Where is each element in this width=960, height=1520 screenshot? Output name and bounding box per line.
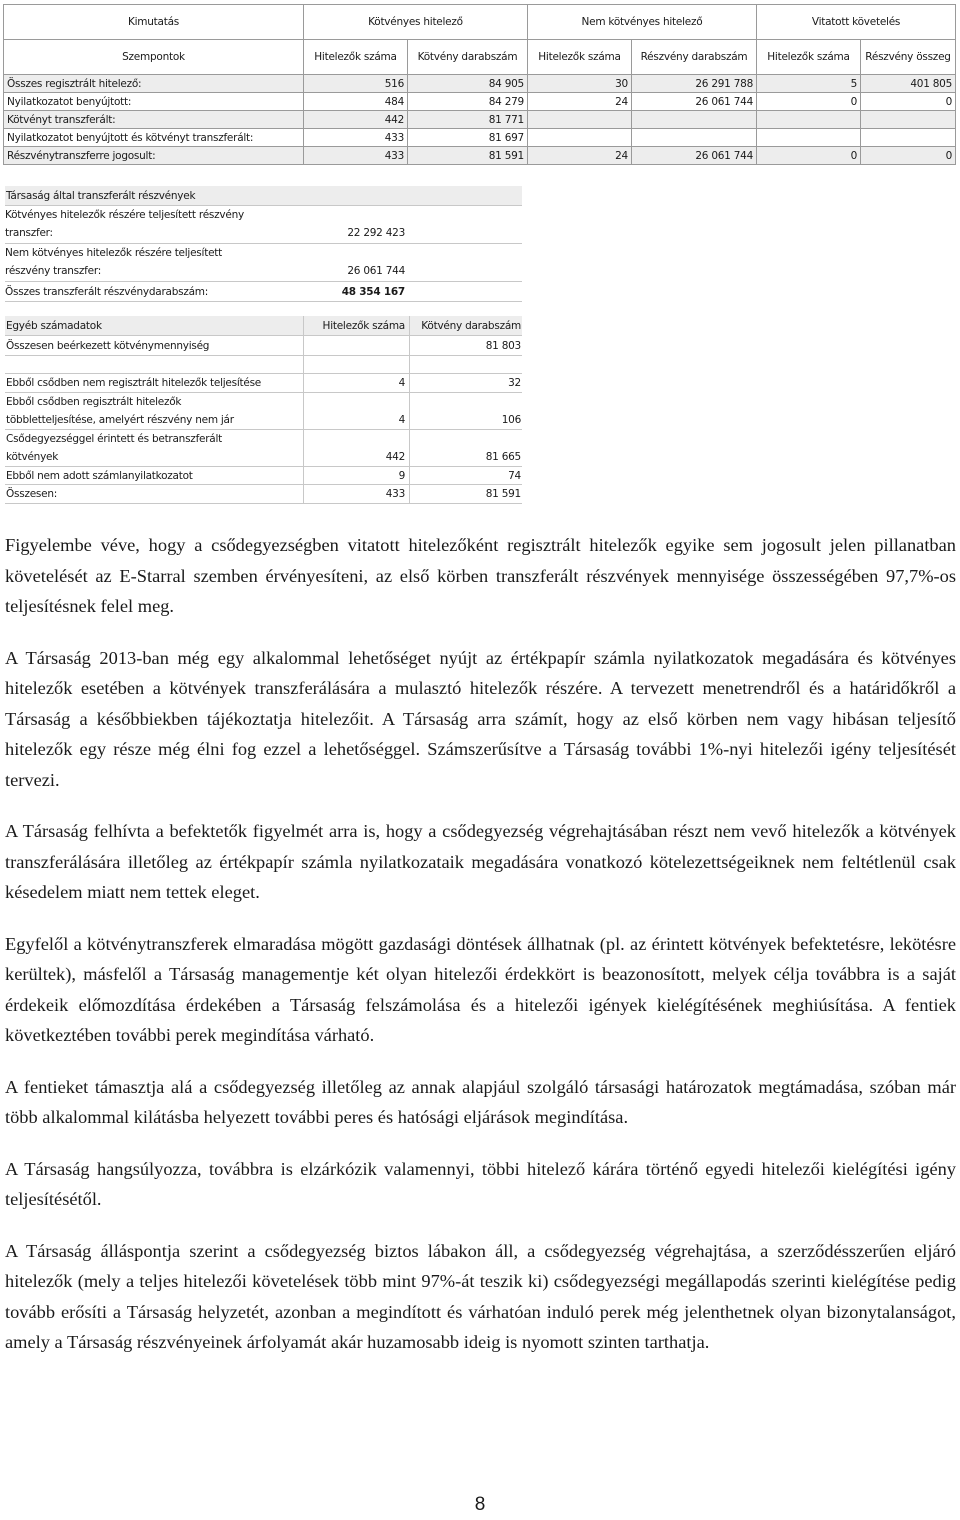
table-cell: 0: [861, 147, 956, 165]
other-data-table: [5, 316, 522, 504]
table-cell: 84 279: [408, 93, 528, 111]
table-cell: 26 291 788: [632, 75, 757, 93]
table-title: Társaság által transzferált részvények: [5, 186, 522, 205]
spacer: [409, 356, 522, 373]
table-cell: 22 292 423: [347, 227, 405, 239]
group-header-bond-creditor: Kötvényes hitelező: [304, 5, 528, 40]
table-cell: 442: [303, 430, 409, 466]
table-cell: 84 905: [408, 75, 528, 93]
table-cell: 24: [528, 147, 632, 165]
spacer: [303, 356, 409, 373]
paragraph: Egyfelől a kötvénytranszferek elmaradása mögött gazdasági döntések állhatnak (pl. az érintett kötvények befektetésre, lekötésre kerültek), másfelől a Társaság managementje két olyan hitelezői érdekkört is beazonosított, melyek célja továbbra is a saját érdekeik előmozdítása érdekében a Társaság felszámolása és a hitelezői igények kielégítésének meghiúsítása. A fentiek következtében további perek megindítása várható.: [5, 933, 956, 1045]
label-line: Csődegyezséggel érintett és betranszferált: [6, 433, 223, 445]
table-cell: 81 665: [409, 430, 522, 466]
table-cell-label: Összes transzferált részvénydarabszám:: [5, 286, 209, 298]
table-cell: 81 591: [409, 485, 522, 503]
table-cell: [632, 129, 757, 147]
table-cell: 26 061 744: [632, 93, 757, 111]
table-cell: [757, 111, 861, 129]
table-cell-label: Ebből csődben nem regisztrált hitelezők teljesítése: [6, 377, 262, 389]
table-cell: 26 061 744: [632, 147, 757, 165]
label-line: Kötvényes hitelezők részére teljesített részvény: [5, 209, 244, 221]
table-column-header-row: [4, 40, 956, 75]
column-header: Részvény darabszám: [632, 40, 757, 75]
group-header-kimutatas: Kimutatás: [4, 5, 304, 40]
spacer-row: [5, 356, 522, 374]
table-cell-label: [5, 430, 303, 466]
table-row: [5, 244, 522, 282]
table-cell: 4: [303, 374, 409, 392]
table-row: [4, 75, 956, 93]
column-header: Kötvény darabszám: [409, 316, 522, 335]
paragraph: A fentieket támasztja alá a csődegyezség illetőleg az annak alapjául szolgáló társasági határozatok megtámadása, szóban már több alkalommal kilátásba helyezett további peres és hatósági eljárások megindítása.: [5, 1076, 956, 1127]
table-cell: 74: [409, 467, 522, 484]
table-cell: [632, 111, 757, 129]
column-header: Hitelezők száma: [757, 40, 861, 75]
table-header-row: [5, 316, 522, 336]
table-row: [4, 111, 956, 129]
label-line: transzfer:: [5, 227, 53, 239]
table-row: [5, 336, 522, 356]
table-cell: 433: [304, 129, 408, 147]
table-title-row: [5, 186, 522, 206]
spacer: [5, 356, 303, 373]
label-line: Nem kötvényes hitelezők részére teljesített: [5, 247, 223, 259]
column-header: Hitelezők száma: [303, 316, 409, 335]
table-cell: 433: [304, 147, 408, 165]
table-cell: [861, 111, 956, 129]
table-row: [5, 467, 522, 485]
group-header-non-bond-creditor: Nem kötvényes hitelező: [528, 5, 757, 40]
table-cell-label: Nyilatkozatot benyújtott és kötvényt transzferált:: [4, 129, 304, 147]
table-cell-label: Összes regisztrált hitelező:: [4, 75, 304, 93]
summary-table: [3, 4, 956, 165]
table-cell: 26 061 744: [347, 265, 405, 277]
table-cell: 433: [303, 485, 409, 503]
table-cell: 81 803: [409, 336, 522, 355]
column-header: Kötvény darabszám: [408, 40, 528, 75]
table-row-total: [5, 282, 522, 302]
column-header: Hitelezők száma: [304, 40, 408, 75]
table-title: Egyéb számadatok: [5, 316, 303, 335]
table-cell-label: Összesen beérkezett kötvénymennyiség: [6, 340, 210, 352]
table-cell-label: [5, 393, 303, 429]
table-row: [4, 147, 956, 165]
table-row: [5, 206, 522, 244]
table-cell-label: [5, 244, 310, 281]
table-cell: 401 805: [861, 75, 956, 93]
label-line: kötvények: [6, 451, 59, 463]
table-cell: 32: [409, 374, 522, 392]
table-cell: [757, 129, 861, 147]
paragraph: A Társaság felhívta a befektetők figyelmét arra is, hogy a csődegyezség végrehajtásában részt nem vevő hitelezők a kötvények transzferálására illetőleg az értékpapír számla nyilatkozataik megadására vonatkozó kötelezettségeiknek nem feltétlenül csak késedelem miatt nem tettek eleget.: [5, 821, 956, 902]
table-cell: 484: [304, 93, 408, 111]
table-cell: 0: [757, 93, 861, 111]
table-cell-label: Ebből nem adott számlanyilatkozatot: [6, 470, 193, 482]
label-line: Ebből csődben regisztrált hitelezők: [6, 396, 182, 408]
column-header: Szempontok: [4, 40, 304, 75]
table-cell: 0: [757, 147, 861, 165]
table-cell-label: Összesen:: [6, 488, 58, 500]
table-cell-label: Kötvényt transzferált:: [4, 111, 304, 129]
label-line: részvény transzfer:: [5, 265, 101, 277]
label-line: többletteljesítése, amelyért részvény nem jár: [6, 414, 234, 426]
body-text: [5, 530, 956, 1379]
table-cell: 516: [304, 75, 408, 93]
table-cell: 4: [303, 393, 409, 429]
table-cell: 106: [409, 393, 522, 429]
table-cell-label: Nyilatkozatot benyújtott:: [4, 93, 304, 111]
table-row: [4, 129, 956, 147]
table-cell-label: Részvénytranszferre jogosult:: [4, 147, 304, 165]
table-cell-total: 48 354 167: [341, 286, 405, 298]
table-cell: 81 697: [408, 129, 528, 147]
table-cell: 9: [303, 467, 409, 484]
table-cell: 81 591: [408, 147, 528, 165]
table-row: [5, 430, 522, 467]
group-header-disputed-claim: Vitatott követelés: [757, 5, 956, 40]
summary-table-wrapper: [3, 4, 956, 165]
table-cell: 24: [528, 93, 632, 111]
table-row-total: [5, 485, 522, 504]
table-row: [4, 93, 956, 111]
table-cell: 81 771: [408, 111, 528, 129]
table-row: [5, 393, 522, 430]
table-cell: [528, 111, 632, 129]
paragraph: A Társaság 2013-ban még egy alkalommal lehetőséget nyújt az értékpapír számla nyilatkozatok megadására és kötvényes hitelezők esetében a kötvények transzferálására a mulasztó hitelezők részére. A tervezett menetrendről és a határidőkről a Társaság a későbbiekben tájékoztatja hitelezőit. A Társaság arra számít, hogy az első körben nem vagy hibásan teljesítő hitelezők egy része még élni fog ezzel a lehetőséggel. Számszerűsítve a Társaság további 1%-nyi hitelezői igény teljesítését tervezi.: [5, 647, 956, 790]
table-cell: [303, 336, 409, 355]
table-cell: 30: [528, 75, 632, 93]
paragraph: Figyelembe véve, hogy a csődegyezségben vitatott hitelezőként regisztrált hitelezők egyike sem jogosult jelen pillanatban követelését az E-Starral szemben érvényesíteni, az első körben transzferált részvények mennyisége összességében 97,7%-os teljesítésnek felel meg.: [5, 535, 956, 616]
page-number: 8: [474, 1494, 486, 1515]
paragraph: A Társaság álláspontja szerint a csődegyezség biztos lábakon áll, a csődegyezség végrehajtása, a szerződésszerűen eljáró hitelezők (mely a teljes hitelezői követelések több mint 97%-át teszik ki) csődegyezségi megállapodás szerinti kielégítése pedig tovább erősíti a Társaság helyzetét, azonban a megindított és várhatóan induló perek még jelenthetnek olyan bizonytalanságot, amely a Társaság részvényeinek árfolyamát akár huzamosabb ideig is nyomott szinten tarthatja.: [5, 1240, 956, 1352]
table-group-header-row: [4, 5, 956, 40]
table-cell: 442: [304, 111, 408, 129]
column-header: Részvény összeg: [861, 40, 956, 75]
paragraph: A Társaság hangsúlyozza, továbbra is elzárkózik valamennyi, többi hitelező kárára történő egyedi hitelezői kielégítési igény teljesítésétől.: [5, 1158, 956, 1209]
table-cell: [528, 129, 632, 147]
table-row: [5, 374, 522, 393]
table-cell-label: [5, 206, 310, 243]
column-header: Hitelezők száma: [528, 40, 632, 75]
table-cell: 5: [757, 75, 861, 93]
table-cell: [861, 129, 956, 147]
transferred-shares-table: [5, 186, 522, 302]
table-cell: 0: [861, 93, 956, 111]
